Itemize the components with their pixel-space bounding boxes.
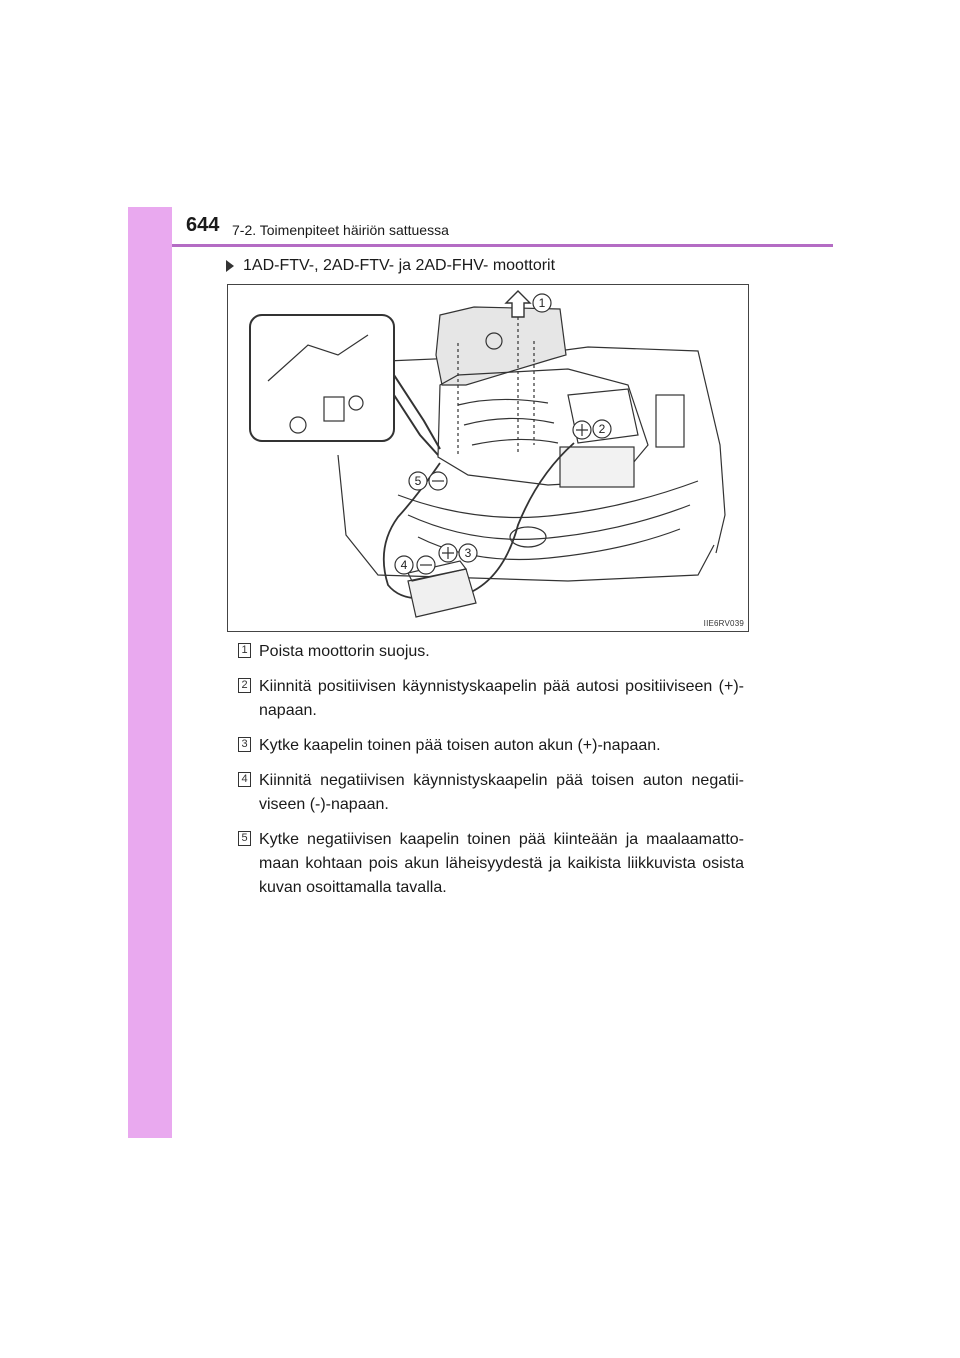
step-text: Poista moottorin suojus. <box>259 643 430 660</box>
callout-3: 3 <box>464 546 472 560</box>
figure-code: IIE6RV039 <box>703 619 744 628</box>
section-title: 7-2. Toimenpiteet häiriön sattuessa <box>232 222 449 238</box>
step-number-badge: 3 <box>238 737 251 752</box>
engine-subheading <box>226 257 555 275</box>
triangle-bullet-icon <box>226 260 234 272</box>
car-battery <box>560 447 634 487</box>
callout-5: 5 <box>414 474 422 488</box>
step-number-badge: 1 <box>238 643 251 658</box>
step-text: Kiinnitä negatiivisen käynnistyskaapelin pää toisen auton negatii-viseen (-)-napaan. <box>259 772 744 813</box>
page-sidebar-tab <box>128 207 172 1138</box>
step-number-badge: 2 <box>238 678 251 693</box>
step-item <box>238 640 744 664</box>
step-number-badge: 5 <box>238 831 251 846</box>
step-item <box>238 828 744 900</box>
callout-1: 1 <box>538 296 546 310</box>
hood-outline <box>340 347 725 553</box>
step-text: Kytke negatiivisen kaapelin toinen pää kiinteään ja maalaamatto-maan kohtaan pois akun läheisyydestä ja kaikista liikkuvista osista kuvan osoittamalla tavalla. <box>259 831 744 896</box>
callout-2: 2 <box>598 422 606 436</box>
step-item <box>238 675 744 723</box>
header-divider <box>172 244 833 247</box>
engine-bay-illustration <box>227 284 749 632</box>
step-item <box>238 734 744 758</box>
engine-cover <box>436 307 566 385</box>
step-item <box>238 769 744 817</box>
page-number: 644 <box>186 214 220 236</box>
step-list <box>238 640 744 911</box>
step-number-badge: 4 <box>238 772 251 787</box>
engine-diagram <box>228 285 750 633</box>
step-text: Kytke kaapelin toinen pää toisen auton akun (+)-napaan. <box>259 737 661 754</box>
positive-cable <box>458 443 574 597</box>
engine-subheading-text: 1AD-FTV-, 2AD-FTV- ja 2AD-FHV- moottorit <box>243 257 556 274</box>
step-text: Kiinnitä positiivisen käynnistyskaapelin pää autosi positiiviseen (+)-napaan. <box>259 678 744 719</box>
callout-4: 4 <box>400 558 408 572</box>
